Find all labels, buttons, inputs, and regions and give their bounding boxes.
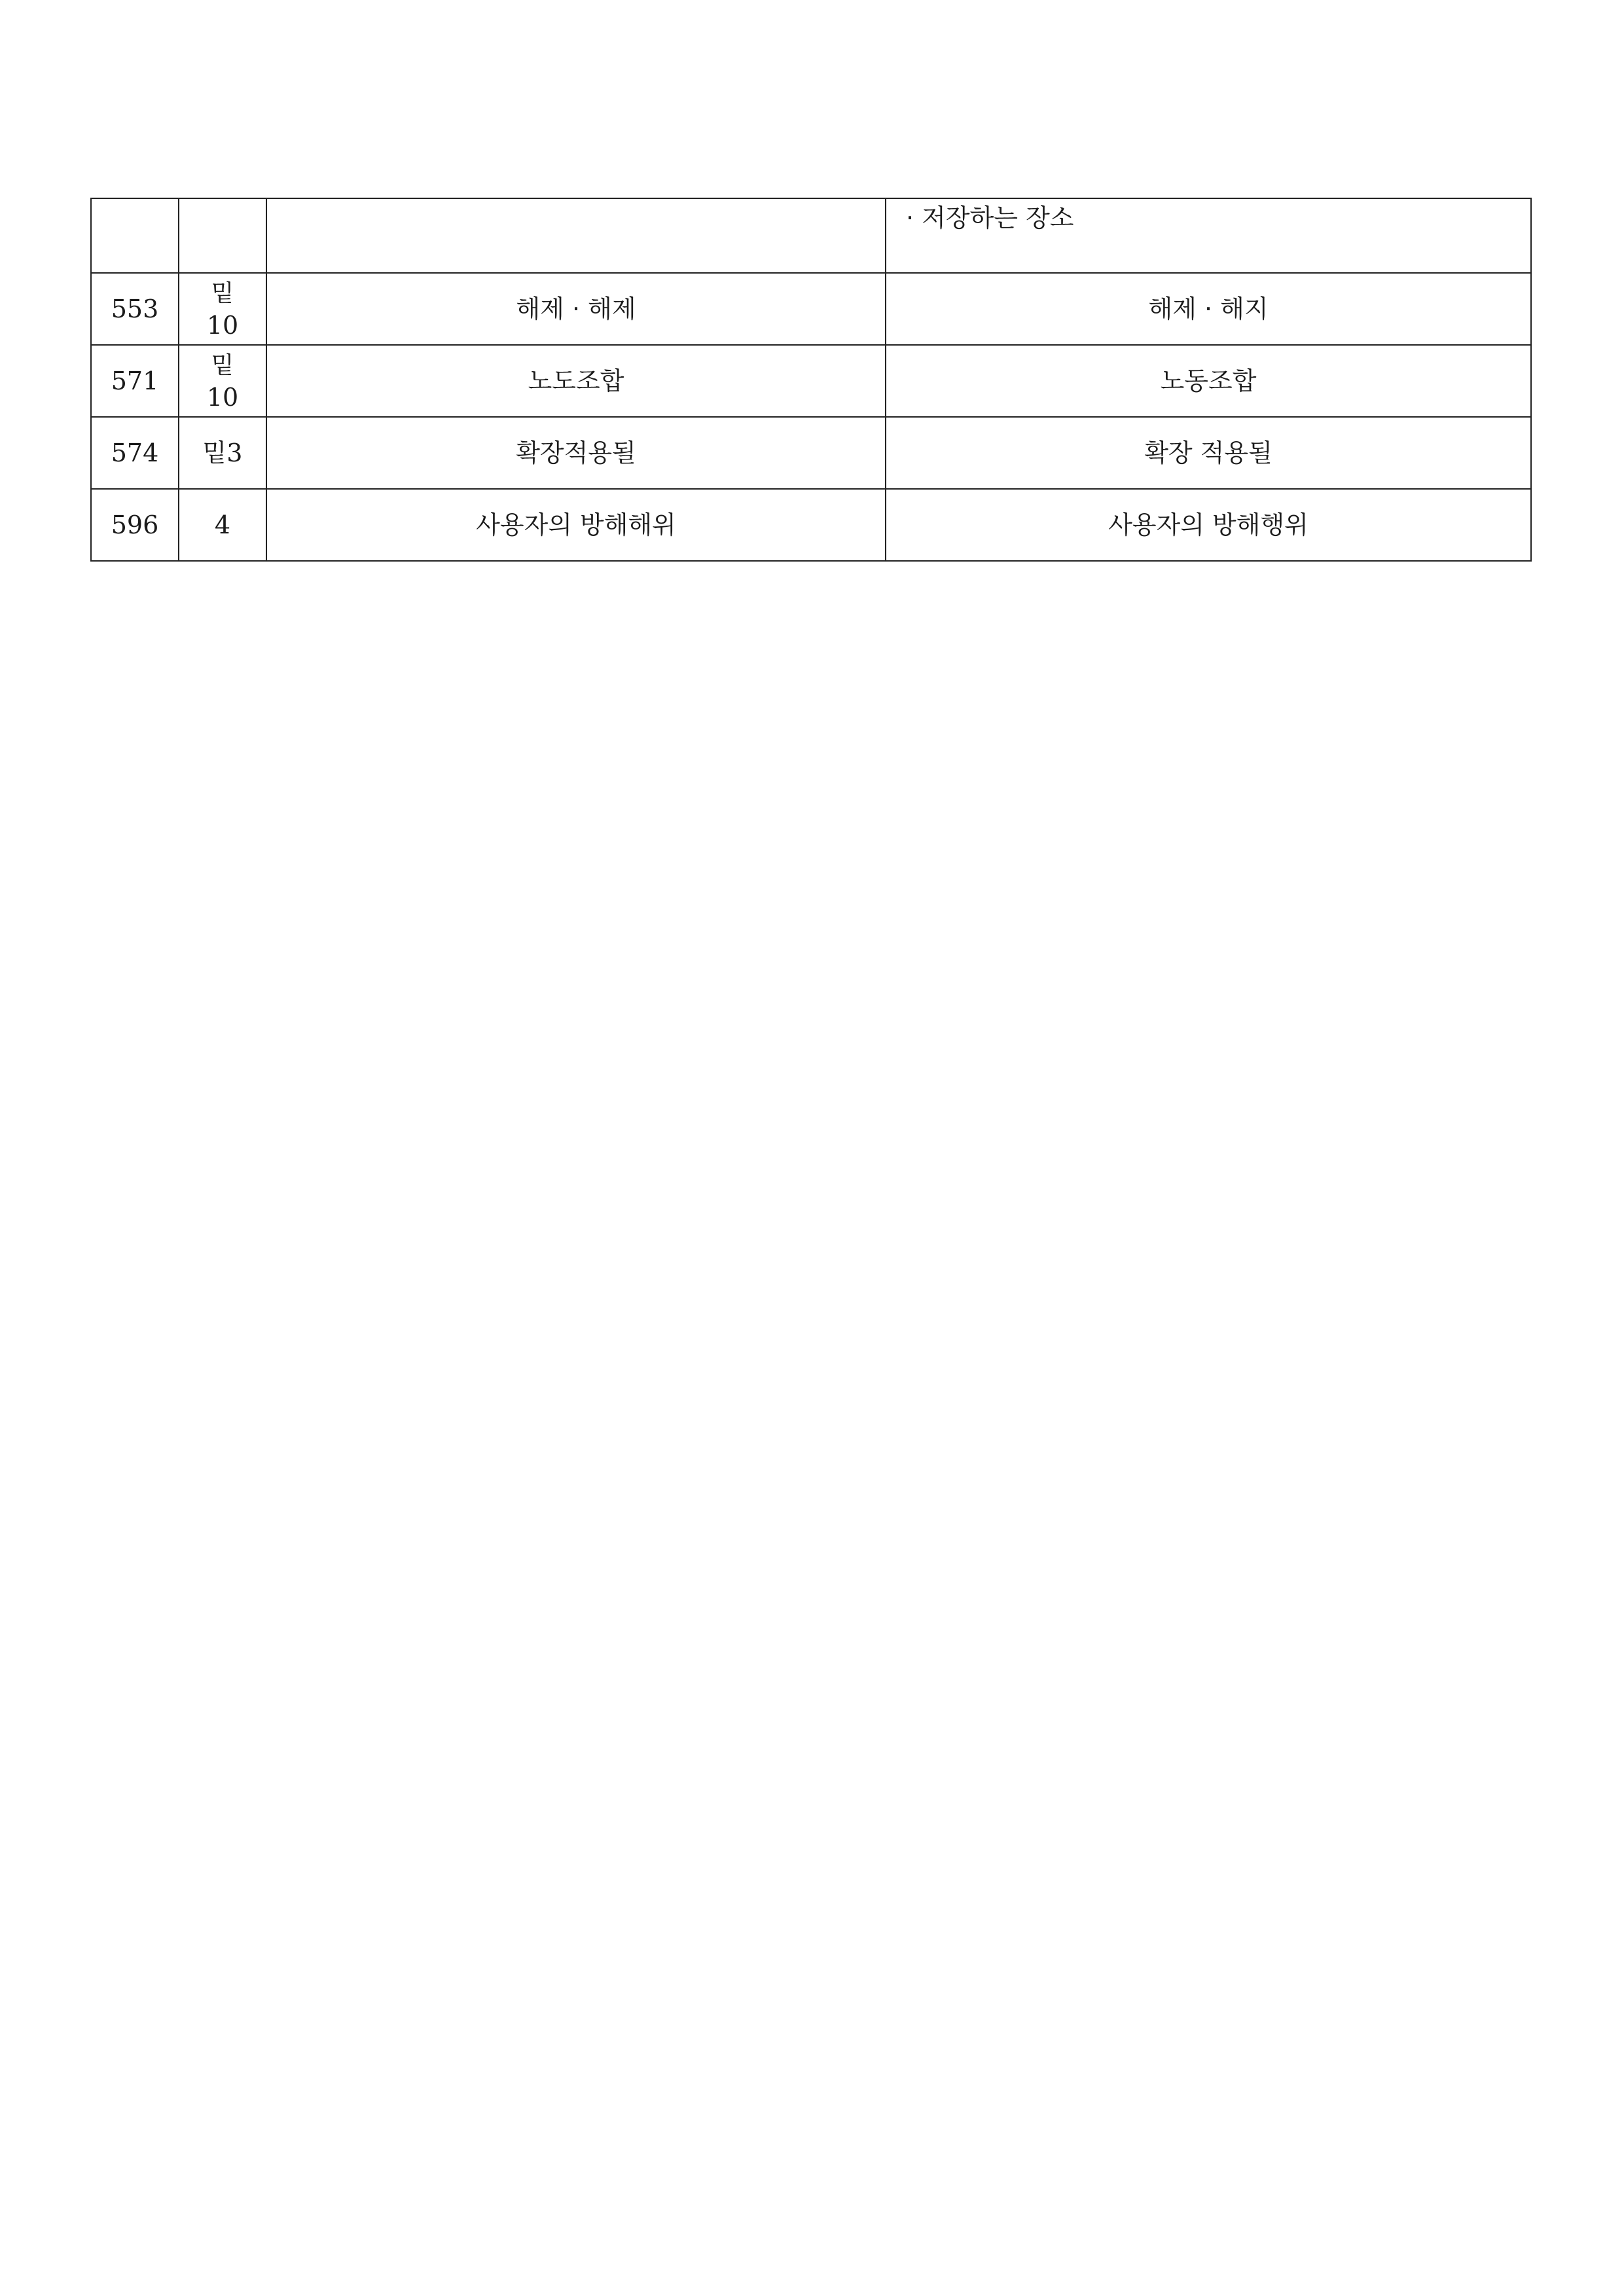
wrong-text-cell: 사용자의 방해해위: [266, 489, 886, 561]
page-cell: 574: [91, 417, 179, 489]
line-cell: 4: [179, 489, 266, 561]
line-number: 10: [206, 311, 239, 340]
page-cell: 571: [91, 345, 179, 417]
table-row: [91, 273, 1531, 345]
wrong-text-cell: 확장적용될: [266, 417, 886, 489]
wrong-text-cell: [266, 198, 886, 273]
page-cell: [91, 198, 179, 273]
line-cell: [179, 345, 266, 417]
line-cell: 밑3: [179, 417, 266, 489]
right-text-cell: 사용자의 방해행위: [886, 489, 1531, 561]
wrong-text-cell: 해제 · 해제: [266, 273, 886, 345]
page-cell: 596: [91, 489, 179, 561]
right-text-cell: · 저장하는 장소: [886, 198, 1531, 273]
wrong-text-cell: 노도조합: [266, 345, 886, 417]
errata-table: [90, 198, 1532, 562]
table-row: [91, 489, 1531, 561]
continuation-row: [91, 198, 1531, 273]
line-prefix: 밑: [211, 280, 234, 307]
table-row: [91, 345, 1531, 417]
right-text-cell: 해제 · 해지: [886, 273, 1531, 345]
line-cell: [179, 198, 266, 273]
line-prefix: 밑: [211, 352, 234, 379]
line-cell: [179, 273, 266, 345]
table-row: [91, 417, 1531, 489]
line-number: 10: [206, 383, 239, 412]
right-text-cell: 확장 적용될: [886, 417, 1531, 489]
right-text-cell: 노동조합: [886, 345, 1531, 417]
page-cell: 553: [91, 273, 179, 345]
